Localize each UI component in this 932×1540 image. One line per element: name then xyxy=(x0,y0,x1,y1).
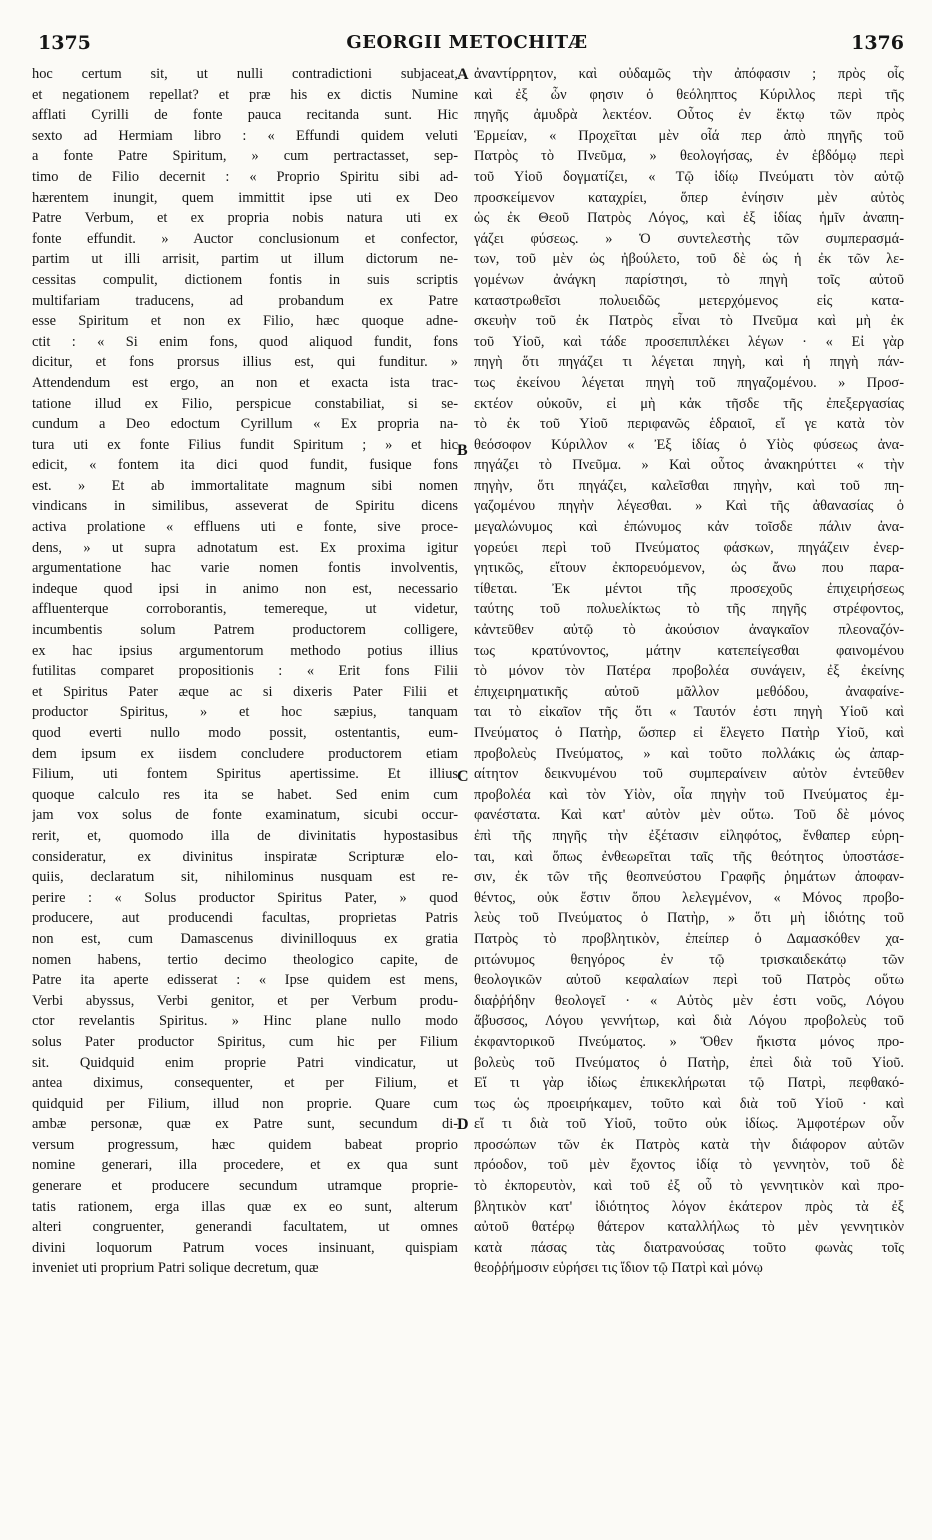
latin-text-line: nomine generari, illa procedere, et ex qua sunt xyxy=(32,1157,458,1174)
latin-text-line: dem ipsum ex iisdem concludere productorem etiam xyxy=(32,745,458,762)
greek-text-line: προσώπων τῶν ἐκ Πατρὸς κατὰ τὴν διάφορον αὐτῶν xyxy=(474,1136,904,1153)
greek-text-line: τὸ μόνον τὸν Πατέρα προβολέα συνάγειν, ἐξ ἐκείνης xyxy=(474,663,904,680)
greek-text-line: Πνεύματος ὁ Πατὴρ, ὥσπερ εἰ ἔλεγετο Πατὴρ Υἱοῦ, καὶ xyxy=(474,725,904,741)
greek-text-line: ἄβυσσος, Λόγου γεννήτωρ, καὶ διὰ Λόγου προβολεὺς τοῦ xyxy=(474,1013,904,1030)
latin-text-line: hoc certum sit, ut nulli contradictioni subjaceat, xyxy=(32,66,458,82)
latin-text-line: quiis, declaratum sit, nihilominus nusquam est re- xyxy=(32,869,458,886)
latin-text-line: sit. Quidquid enim proprie Patri vindicatur, ut xyxy=(32,1054,458,1071)
latin-text-line: et negationem repellat? et præ his ex dictis Numine xyxy=(32,86,458,103)
latin-text-line: dicitur, et fons prorsus illius est, qui funditur. » xyxy=(32,354,458,371)
greek-text-line: προσκείμενον καταχρίει, ὅπερ ἐνίησιν μὲν αὐτὸς xyxy=(474,189,904,206)
latin-text-line: producere, aut producendi facultas, proprietas Patris xyxy=(32,910,458,927)
latin-text-line: timo de Filio decernit : « Proprio Spiritu sibi ad- xyxy=(32,168,458,185)
latin-text-line: divini loquorum Patrum voces insinuant, quispiam xyxy=(32,1239,458,1256)
latin-text-line: productor Spiritus, » et hoc sæpius, tanquam xyxy=(32,704,458,721)
greek-text-line: γομένων ἀνάγκη παρίστησι, τὸ πηγὴ τοῖς αὐτοῦ xyxy=(474,271,904,288)
greek-text-line: φανέστατα. Καὶ κατ' αὐτὸν μὲν οὕτω. Τοῦ δὲ μόνος xyxy=(474,807,904,824)
greek-text-line: κατὰ πάσας τὰς διατρανούσας τοῦτο φωνὰς τοῖς xyxy=(474,1239,904,1256)
latin-text-line: quoque calculo res ita se habet. Sed enim cum xyxy=(32,786,458,803)
latin-text-line: multifariam traducens, ad probandum ex Patre xyxy=(32,292,458,309)
greek-text-line: ται, καὶ ὅπως ἐνθεωρεῖται ταῖς τῆς θεότητος ὑποστάσε- xyxy=(474,848,904,865)
latin-text-line: nomen habens, tertio decimo theologico capite, de xyxy=(32,951,458,968)
greek-text-line: ἀναντίρρητον, καὶ οὐδαμῶς τὴν ἀπόφασιν ; πρὸς οἷς xyxy=(474,66,904,82)
greek-text-line: τοῦ Υἱοῦ δογματίζει, « Τῷ ἰδίῳ Πνεύματι τὸν αὐτῷ xyxy=(474,168,904,185)
greek-text-line: αὐτοῦ θατέρῳ θάτερον καταλλήλως τὸ μὲν γεννητικὸν xyxy=(474,1219,904,1236)
greek-text-line: των, τοῦ μὲν ὡς ἠβούλετο, τοῦ δὲ ὡς ἡ ἐκ τῶν λε- xyxy=(474,251,904,268)
latin-column xyxy=(32,64,458,1279)
latin-text-line: futilitas comparet propositionis : « Erit fons Filii xyxy=(32,663,458,680)
greek-text-line: θέντος, οὐκ ἔστιν ὅπου λελεγμένον, « Μόνος προβο- xyxy=(474,889,904,906)
margin-letter-c: C xyxy=(457,768,469,785)
greek-text-line: θεολογικῶν αὐτοῦ κεφαλαίων περὶ τοῦ Πατρὸς οὕτω xyxy=(474,972,904,989)
latin-text-line: versum progressum, hæc quidem babeat proprio xyxy=(32,1136,458,1153)
latin-text-line: cundum a Deo edoctum Cyrillum « Ex propria na- xyxy=(32,416,458,433)
greek-text-line: ται τὸ εἰκαῖον τῆς ὅτι « Ταυτόν ἐστι πηγὴ Υἱοῦ καὶ xyxy=(474,704,904,721)
latin-text-line: est. » Et ab immortalitate magnum sibi nomen xyxy=(32,477,458,494)
latin-text-line: solus Pater productor Spiritus, cum hic per Filium xyxy=(32,1033,458,1050)
greek-text-line: πηγὴ ὅτι πηγάζει τι λέγεται πηγὴ, καὶ ἡ πηγὴ πάν- xyxy=(474,354,904,371)
latin-text-line: fonte effundit. » Auctor conclusionum et confector, xyxy=(32,230,458,247)
greek-text-line: πηγῆς ἀμυδρὰ λεκτέον. Οὗτος ἐν ἕκτῳ τῶν πρὸς xyxy=(474,107,904,124)
latin-text-line: jam vox solus de fonte examinatum, sicubi occur- xyxy=(32,807,458,824)
latin-text-line: a fonte Patre Spiritum, » cum pertractasset, sep- xyxy=(32,148,458,165)
latin-text-line: activa prolatione « effluens uti e fonte, sive proce- xyxy=(32,519,458,536)
greek-text-line: πρόοδον, τοῦ μὲν ἔχοντος ἰδίᾳ τὸ γεννητὸν, τοῦ δὲ xyxy=(474,1157,904,1174)
latin-text-line: tatis rationem, erga illas quæ ex eo sunt, alterum xyxy=(32,1198,458,1215)
greek-text-line: θεόσοφον Κύριλλον « Ἐξ ἰδίας ὁ Υἱὸς φύσεως ἀνα- xyxy=(474,436,904,453)
greek-text-line: γορεύει περὶ τοῦ Πνεύματος φάσκων, πηγάζειν ἐνερ- xyxy=(474,539,904,556)
latin-text-line: rerit, et, quomodo illa de divinitatis hypostasibus xyxy=(32,827,458,844)
margin-letter-b: B xyxy=(457,442,468,459)
latin-text-line: alteri congruenter, generandi facultatem, ut omnes xyxy=(32,1219,458,1236)
page-number-right: 1376 xyxy=(851,32,904,54)
latin-text-line: generare et producere secundum utramque proprie- xyxy=(32,1178,458,1195)
greek-text-line: γάζει φύσεως. » Ὁ συντελεστὴς τῶν συμπερασμά- xyxy=(474,230,904,247)
greek-text-line: πηγὴν, ὅτι πηγάζει, καλεῖσθαι πηγὴν, καὶ τοῦ πη- xyxy=(474,477,904,494)
latin-text-line: perire : « Solus productor Spiritus Pater, » quod xyxy=(32,889,458,906)
greek-text-line: τως ὡς προειρήκαμεν, τοῦτο καὶ διὰ τοῦ Υἱοῦ · καὶ xyxy=(474,1095,904,1112)
latin-text-line: incumbentis solum Patrem productorem colligere, xyxy=(32,622,458,639)
greek-text-line: τοῦ Υἱοῦ, καὶ τάδε προσεπιπλέκει λέγων · « Εἰ γὰρ xyxy=(474,333,904,350)
latin-text-line: ex hac ipsius argumentorum methodo potius illius xyxy=(32,642,458,659)
latin-text-line: argumentatione hac varie nomen fontis involventis, xyxy=(32,560,458,577)
latin-text-line: partim ut illi arrisit, partim ut illum dictorum ne- xyxy=(32,251,458,268)
greek-text-line: τως κρατύνοντος, μάτην κατεπείγεσθαι φαινομένου xyxy=(474,642,904,659)
page-header xyxy=(30,32,904,62)
latin-text-line: affluenterque corroborantis, temereque, ut videtur, xyxy=(32,601,458,618)
greek-text-line: εκτέον οὐκοῦν, εἰ μὴ κἀκ τῆσδε τῆς ἐπεξεργασίας xyxy=(474,395,904,412)
margin-letter-d: D xyxy=(457,1116,469,1133)
latin-text-line: Verbi abyssus, Verbi genitor, et per Verbum produ- xyxy=(32,992,458,1009)
latin-text-line: ctit : « Si enim fons, quod aliquod fundit, fons xyxy=(32,333,458,350)
greek-text-line: βολεὺς τοῦ Πνεύματος ὁ Πατὴρ, ἐπεὶ διὰ τοῦ Υἱοῦ. xyxy=(474,1054,904,1071)
greek-text-line: Πατρὸς τὸ Πνεῦμα, » θεολογήσας, ἐν ἑβδόμῳ περὶ xyxy=(474,148,904,165)
greek-text-line: Εἴ τι γὰρ ἰδίως ἐπικεκλήρωται τῷ Πατρὶ, πεφθακό- xyxy=(474,1075,904,1092)
latin-text-line: hærentem inungit, quem immittit ipse uti ex Deo xyxy=(32,189,458,206)
latin-text-line: indeque quod ipsi in animo non est, necessario xyxy=(32,580,458,597)
greek-text-line: θεοῤῥήμοσιν εὑρήσει τις ἴδιον τῷ Πατρὶ καὶ μόνῳ xyxy=(474,1260,763,1277)
greek-text-line: ἐκφαντορικοῦ Πνεύματος. » Ὅθεν ἥκιστα μόνος προ- xyxy=(474,1033,904,1050)
latin-text-line: cessitas compulit, dictionem fontis in suis scriptis xyxy=(32,271,458,288)
greek-text-line: ὡς ἐκ Θεοῦ Πατρὸς Λόγος, καὶ ἐξ ἰδίας ἡμῖν ἀναπη- xyxy=(474,210,904,227)
latin-text-line: inveniet uti proprium Patri solique decretum, quæ xyxy=(32,1260,319,1277)
greek-text-line: τως ἐκείνου λέγεται πηγὴ τοῦ πηγαζομένου. » Προσ- xyxy=(474,374,904,391)
running-title: GEORGII METOCHITÆ xyxy=(346,32,588,53)
greek-text-line: τὸ ἐκπορευτὸν, καὶ τοῦ ἐξ οὗ τὸ γεννητικὸν καὶ προ- xyxy=(474,1178,904,1195)
latin-text-line: sexto ad Hermiam libro : « Effundi quidem veluti xyxy=(32,127,458,144)
greek-text-line: λεὺς τοῦ Πνεύματος ὁ Πατὴρ, » ὅτι μὴ ἰδιότης τοῦ xyxy=(474,910,904,927)
latin-text-line: afflati Cyrilli de fonte pauca recitanda sunt. Hic xyxy=(32,107,458,124)
greek-column xyxy=(474,64,904,1279)
page-number-left: 1375 xyxy=(38,32,91,54)
greek-text-line: εἴ τι διὰ τοῦ Υἱοῦ, τοῦτο οὐκ ἰδίως. Ἀμφοτέρων οὖν xyxy=(474,1116,904,1133)
latin-text-line: consideratur, ex divinitus inspiratæ Scripturæ elo- xyxy=(32,848,458,865)
latin-text-line: et Spiritus Pater æque ac si dixeris Pater Filii et xyxy=(32,683,458,700)
greek-text-line: ταύτης τοῦ πολυελίκτως τὸ τῆς πηγῆς στρέφοντος, xyxy=(474,601,904,618)
latin-text-line: ctor revelantis Spiritus. » Hinc plane nullo modo xyxy=(32,1013,458,1030)
greek-text-line: τὸ ἐκ τοῦ Υἱοῦ περιφανῶς ἑδραιοῖ, εἴ γε κατὰ τὸν xyxy=(474,416,904,433)
latin-text-line: quidquid per Filium, illud non proprie. Quare cum xyxy=(32,1095,458,1112)
latin-text-line: vindicans in similibus, asseverat de Spiritu dicens xyxy=(32,498,458,515)
greek-text-line: διαῤῥήδην θεολογεῖ · « Αὐτὸς μὲν ἐστι νοῦς, Λόγου xyxy=(474,992,904,1009)
latin-text-line: non est, cum Damascenus divinilloquus ex gratia xyxy=(32,930,458,947)
greek-text-line: Πατρὸς τὸ προβλητικὸν, ἐπείπερ ὁ Δαμασκόθεν χα- xyxy=(474,930,904,947)
greek-text-line: προβολεὺς Πνεύματος, » καὶ τοῦτο πολλάκις ὡς ἀπαρ- xyxy=(474,745,904,762)
greek-text-line: γητικῶς, εἴτουν ἐκπορευόμενον, ὡς ἄνω που παρα- xyxy=(474,560,904,577)
greek-text-line: καταστρωθεῖσι πολυειδῶς μετερχόμενος εἰς κατα- xyxy=(474,292,904,309)
latin-text-line: esse Spiritum et non ex Filio, hæc quoque adne- xyxy=(32,313,458,330)
greek-text-line: ἐπιχειρηματικῆς αὐτοῦ μᾶλλον μεθόδου, ἀναφαίνε- xyxy=(474,683,904,700)
latin-text-line: quod everti nullo modo possit, ostentantis, eum- xyxy=(32,725,458,741)
greek-text-line: ριτώνυμος θεηγόρος ἐν τῷ τρισκαιδεκάτῳ τῶν xyxy=(474,951,904,968)
latin-text-line: tatione illud ex Filio, perspicue constabiliat, si se- xyxy=(32,395,458,412)
margin-letter-a: A xyxy=(457,66,469,83)
latin-text-line: Filium, uti fontem Spiritus apertissime. Et illius xyxy=(32,766,458,783)
latin-text-line: edicit, « fontem ita dici quod fundit, fusique fons xyxy=(32,457,458,474)
greek-text-line: καὶ ἐξ ὧν φησιν ὁ θεόληπτος Κύριλλος περὶ τῆς xyxy=(474,86,904,103)
greek-text-line: πηγάζει τὸ Πνεῦμα. » Καὶ οὗτος ἀνακηρύττει « τὴν xyxy=(474,457,904,474)
greek-text-line: προβολέα καὶ τὸν Υἱὸν, οἷα πηγὴν τοῦ Πνεύματος ἐμ- xyxy=(474,786,904,803)
greek-text-line: μεγαλώνυμος καὶ ἐπώνυμος κἀν τοῖσδε πάλιν ἀνα- xyxy=(474,519,904,536)
greek-text-line: κἀντεῦθεν αὐτῷ τὸ ἀκούσιον ἀναγκαῖον πλεοναζόν- xyxy=(474,622,904,639)
greek-text-line: γαζομένου πηγὴν λέγεσθαι. » Καὶ τῆς ἀθανασίας ὁ xyxy=(474,498,904,515)
greek-text-line: τίθεται. Ἐκ μέντοι τῆς προσεχοῦς ἐπιχειρήσεως xyxy=(474,580,904,597)
greek-text-line: αίτητον δεικνυμένου τοῦ συμπεραίνειν αὐτὸν ἐντεῦθεν xyxy=(474,766,904,783)
latin-text-line: dens, » ut supra adnotatum est. Ex proxima igitur xyxy=(32,539,458,556)
greek-text-line: Ἑρμείαν, « Προχεῖται μὲν οἷά περ ἀπὸ πηγῆς τοῦ xyxy=(474,127,904,144)
greek-text-line: βλητικὸν κατ' ἰδιότητος λόγον ἑκάτερον πρὸς τὰ ἐξ xyxy=(474,1198,904,1215)
greek-text-line: σκευὴν τοῦ ἐκ Πατρὸς εἶναι τὸ Πνεῦμα καὶ μὴ ἐκ xyxy=(474,313,904,330)
latin-text-line: Patre ita aperte edisserat : « Ipse quidem est mens, xyxy=(32,972,458,989)
latin-text-line: Patre Verbum, et ex propria nobis natura uti ex xyxy=(32,210,458,227)
latin-text-line: antea diximus, consequenter, et per Filium, et xyxy=(32,1075,458,1092)
latin-text-line: tura uti ex fonte Filius fundit Spiritum ; » et hic xyxy=(32,436,458,453)
greek-text-line: ἐπὶ τῆς πηγῆς τὴν ἐξέτασιν εἰληφότος, ἔνθαπερ εὑρη- xyxy=(474,827,904,844)
greek-text-line: σιν, ἐκ τῶν τῆς θεοπνεύστου Γραφῆς ῥημάτων ἀποφαν- xyxy=(474,869,904,886)
latin-text-line: Attendendum est ergo, an non et exacta ista trac- xyxy=(32,374,458,391)
latin-text-line: ambæ personæ, quæ ex Patre sunt, secundum di- xyxy=(32,1116,458,1133)
